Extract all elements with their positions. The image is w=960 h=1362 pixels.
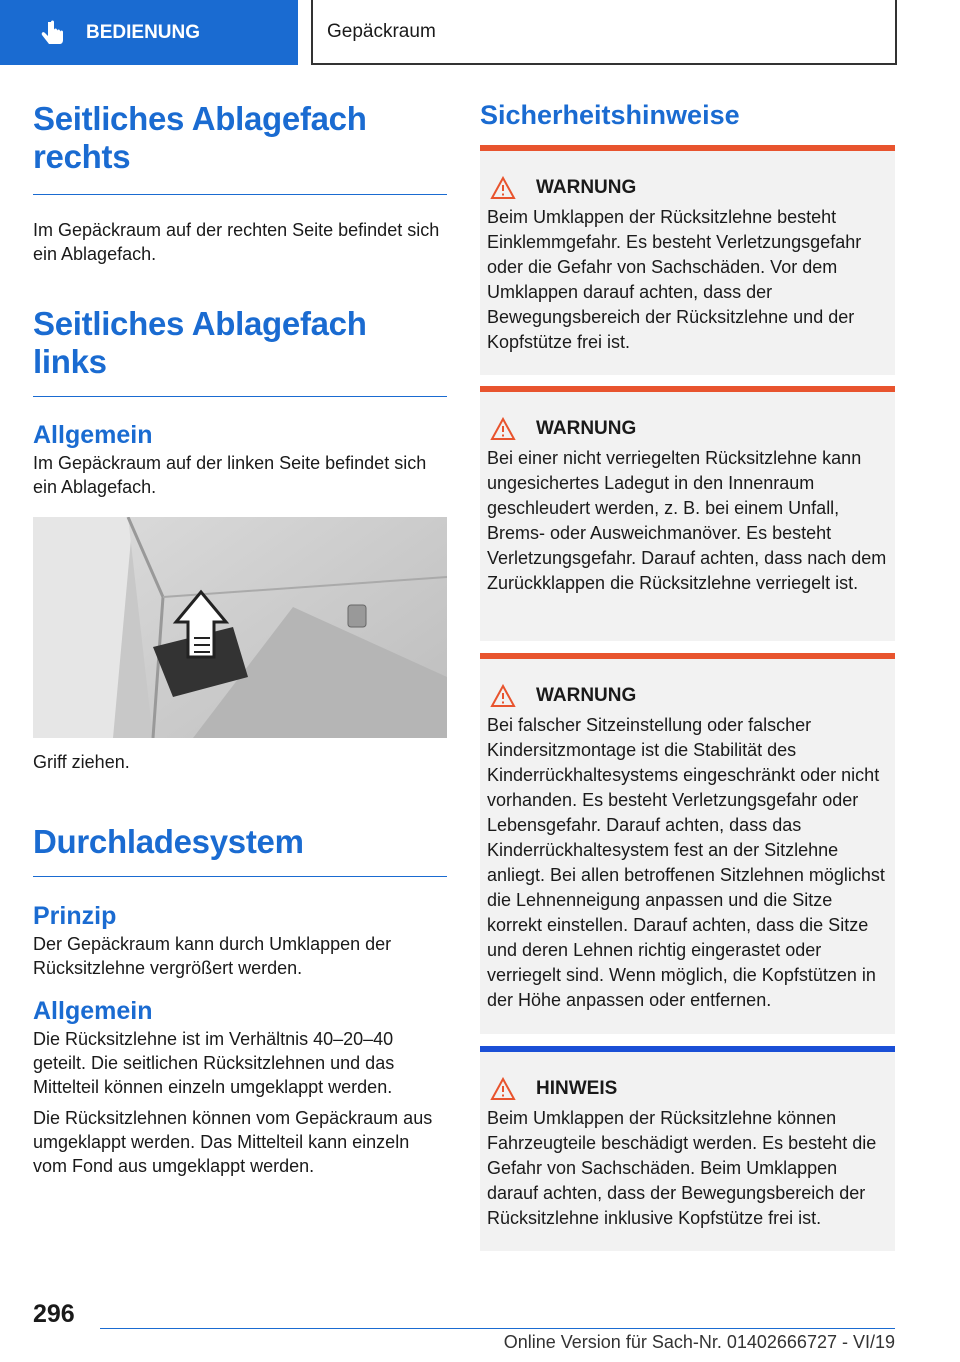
- paragraph-allgemein: Im Gepäckraum auf der linken Seite befindet sich ein Ablagefach.: [33, 453, 427, 497]
- heading-rule: [33, 876, 447, 877]
- paragraph-allgemein-2a: Die Rücksitzlehne ist im Verhältnis 40–20–40 geteilt. Die seitlichen Rücksitzlehnen und das Mittelteil können einzeln umgeklappt werden.: [33, 1029, 395, 1097]
- warning-triangle-icon: [490, 684, 516, 708]
- hand-pointer-icon: [38, 18, 68, 48]
- heading-ablagefach-links: Seitliches Ablagefach links: [33, 305, 367, 380]
- heading-rule: [33, 396, 447, 397]
- section-label: BEDIENUNG: [86, 21, 201, 43]
- subheading-allgemein-2: Allgemein: [33, 997, 153, 1025]
- heading-durchladesystem: Durchladesystem: [33, 823, 304, 860]
- warning-box-3: [480, 653, 895, 1034]
- warning-triangle-icon: [490, 417, 516, 441]
- heading-rule: [33, 194, 447, 195]
- warning-text: Bei falscher Sitzeinstellung oder falscher Kindersitzmontage ist die Stabilität des Kinderrückhaltesystems eingeschränkt oder nicht vorhanden. Es besteht Verletzungsgefahr oder Lebensgefahr. Darauf achten, dass das Kinderrückhaltesystem fest an der Sitzlehne anliegt. Bei allen betroffenen Sitzlehnen möglichst die Lehnenneigung anpassen und die Sitze korrekt einstellen. Darauf achten, dass die Sitze und deren Lehnen richtig eingerastet oder verriegelt sind. Wenn möglich, die Kopfstützen in der Höhe anpassen oder entfernen.: [487, 715, 885, 1010]
- warning-triangle-icon: [490, 176, 516, 200]
- warning-bar: [480, 386, 895, 392]
- warning-triangle-icon: [490, 1077, 516, 1101]
- section-tab[interactable]: [0, 0, 298, 65]
- warning-title: WARNUNG: [480, 681, 895, 711]
- footer-rule: [100, 1328, 895, 1329]
- footer-version: Online Version für Sach-Nr. 01402666727 - VI/19: [503, 1332, 895, 1352]
- heading-sicherheitshinweise: Sicherheitshinweise: [480, 100, 740, 130]
- warning-box-1: [480, 145, 895, 375]
- notice-box: [480, 1046, 895, 1251]
- left-column: [33, 100, 447, 553]
- paragraph-prinzip: Der Gepäckraum kann durch Umklappen der Rücksitzlehne vergrößert werden.: [33, 934, 392, 978]
- storage-compartment-photo: [33, 517, 447, 738]
- warning-title: WARNUNG: [480, 173, 895, 203]
- notice-bar: [480, 1046, 895, 1052]
- warning-bar: [480, 145, 895, 151]
- notice-text: Beim Umklappen der Rücksitzlehne können Fahrzeugteile beschädigt werden. Es besteht die Gefahr von Sachschäden. Beim Umklappen darauf achten, dass der Bewegungsbereich der Rücksitzlehne inklusive Kopfstütze frei ist.: [487, 1108, 877, 1228]
- warning-box-2: [480, 386, 895, 641]
- heading-ablagefach-rechts: Seitliches Ablagefach rechts: [33, 100, 367, 175]
- paragraph-allgemein-2b: Die Rücksitzlehnen können vom Gepäckraum aus umgeklappt werden. Das Mittelteil kann einzeln vom Fond aus umgeklappt werden.: [33, 1108, 433, 1176]
- warning-text: Bei einer nicht verriegelten Rücksitzlehne kann ungesichertes Ladegut in den Innenraum geschleudert werden, z. B. bei einem Unfall, Brems- oder Ausweichmanöver. Es besteht Verletzungsgefahr. Darauf achten, dass nach dem Zurückklappen die Rücksitzlehne verriegelt ist.: [487, 448, 887, 593]
- paragraph-rechts: Im Gepäckraum auf der rechten Seite befindet sich ein Ablagefach.: [33, 220, 440, 264]
- warning-bar: [480, 653, 895, 659]
- left-column-lower: [33, 750, 447, 1178]
- page-number: 296: [33, 1300, 75, 1328]
- photo-caption: Griff ziehen.: [33, 752, 130, 772]
- warning-text: Beim Umklappen der Rücksitzlehne besteht Einklemmgefahr. Es besteht Verletzungsgefahr oder die Gefahr von Sachschäden. Vor dem Umklappen darauf achten, dass der Bewegungsbereich der Rücksitzlehne und der Kopfstütze frei ist.: [487, 207, 862, 352]
- warning-title: WARNUNG: [480, 414, 895, 444]
- right-column: [480, 100, 895, 130]
- subheading-allgemein: Allgemein: [33, 421, 153, 449]
- subheading-prinzip: Prinzip: [33, 902, 117, 930]
- chapter-header: [311, 0, 897, 65]
- notice-title: HINWEIS: [480, 1074, 895, 1104]
- chapter-label: Gepäckraum: [327, 20, 436, 42]
